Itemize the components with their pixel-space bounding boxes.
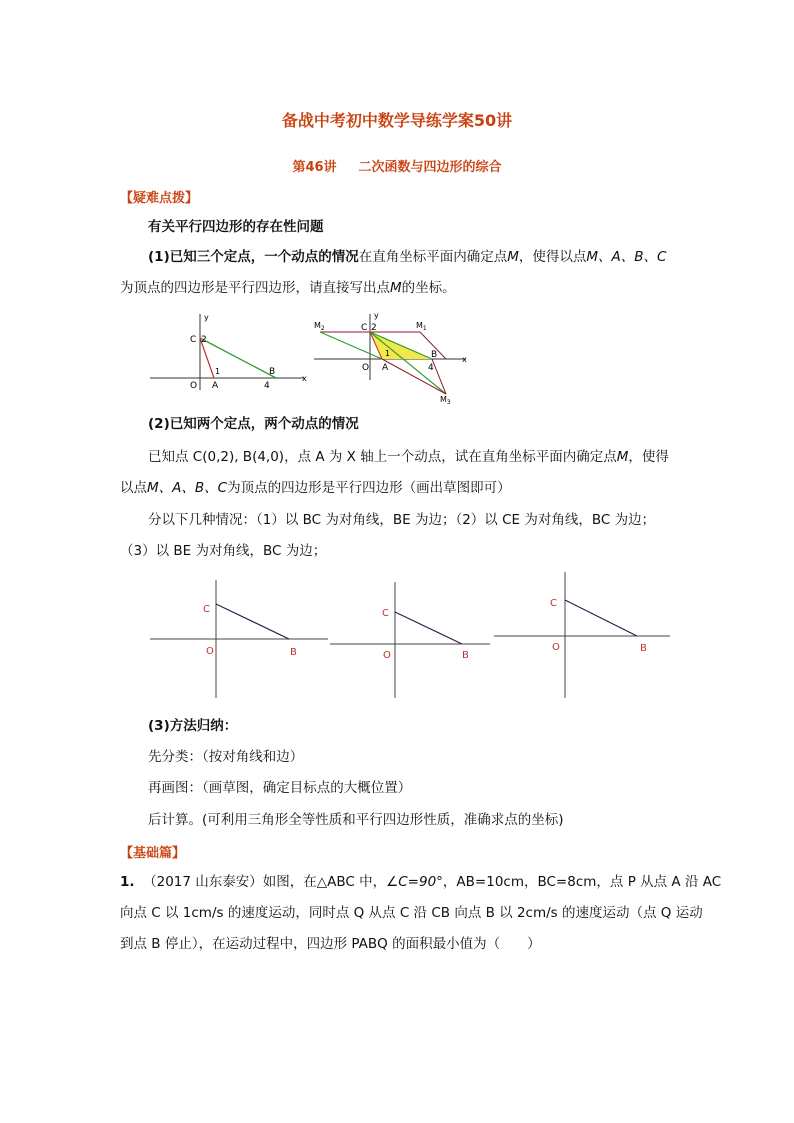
case2-heading: (2)已知两个定点，两个动点的情况 — [148, 416, 359, 432]
label-c: C — [203, 604, 210, 615]
question-number: 1. — [120, 874, 135, 890]
method-calculate: 后计算。(可利用三角形全等性质和平行四边形性质，准确求点的坐标) — [148, 812, 564, 828]
case2-text: 已知点 C(0,2), B(4,0)，点 A 为 X 轴上一个动点，试在直角坐标平面内确定点 — [148, 449, 617, 465]
lesson-title: 二次函数与四边形的综合 — [358, 160, 502, 175]
case2-line3: 分以下几种情况：（1）以 BC 为对角线，BE 为边；（2）以 CE 为对角线，BC 为边； — [148, 512, 656, 528]
segment-cb — [565, 600, 637, 636]
case1-text: 为顶点的四边形是平行四边形，请直接写出点 — [120, 280, 390, 296]
label-2: 2 — [371, 323, 377, 333]
method-classify: 先分类：（按对角线和边） — [148, 749, 304, 765]
topic-heading: 有关平行四边形的存在性问题 — [148, 219, 324, 235]
y-axis-label: y — [374, 311, 379, 320]
label-b: B — [462, 650, 469, 661]
label-m2: $M_2$ — [314, 321, 325, 332]
case1-text: 的坐标。 — [401, 280, 456, 296]
label-c: C — [361, 323, 368, 333]
label-o: O — [383, 650, 391, 661]
question-1-line1 — [120, 872, 721, 892]
label-b: B — [269, 367, 276, 377]
segment-am3 — [382, 359, 446, 394]
point-m: M — [507, 249, 519, 265]
question-text: ，AB=10cm，BC=8cm，点 P 从点 A 沿 AC — [442, 874, 722, 890]
graph-case-2 — [328, 578, 492, 700]
label-b: B — [431, 350, 438, 360]
case1-text: ，使得以点 — [518, 249, 587, 265]
label-c: C — [190, 335, 197, 345]
section-heading-basic: 【基础篇】 — [120, 846, 186, 861]
label-1: 1 — [215, 367, 221, 376]
document-title: 备战中考初中数学导练学案50讲 — [281, 111, 513, 130]
label-c: C — [382, 608, 389, 619]
case3-heading: (3)方法归纳： — [148, 718, 238, 734]
case1-text: 在直角坐标平面内确定点 — [358, 249, 508, 265]
point-m: M — [616, 449, 629, 465]
figure-2-parallelograms — [312, 310, 472, 406]
question-1-line3: 到点 B 停止），在运动过程中，四边形 PABQ 的面积最小值为（ ） — [120, 936, 541, 952]
label-4: 4 — [428, 363, 434, 373]
label-m1: $M_1$ — [416, 321, 427, 332]
case2-text: 以点 — [120, 480, 147, 496]
case1-line2 — [120, 278, 456, 298]
case2-line4: （3）以 BE 为对角线，BC 为边； — [120, 543, 327, 559]
label-2: 2 — [201, 335, 207, 345]
lesson-subtitle — [0, 156, 794, 175]
graph-case-3 — [492, 570, 672, 700]
x-axis-label: x — [302, 374, 307, 383]
label-b: B — [640, 643, 647, 654]
graph-case-1 — [148, 576, 330, 700]
lesson-number: 第46讲 — [292, 160, 337, 175]
case1-line1 — [148, 247, 666, 267]
points-mabc: M、A、B、C — [586, 249, 667, 265]
case2-line2 — [120, 478, 511, 498]
segment-cb — [395, 612, 462, 644]
label-1: 1 — [385, 349, 391, 358]
case2-text: 为顶点的四边形是平行四边形（画出草图即可） — [227, 480, 511, 496]
label-o: O — [206, 646, 214, 657]
method-draw: 再画图：（画草图，确定目标点的大概位置） — [148, 780, 412, 796]
label-o: O — [362, 363, 370, 373]
label-a: A — [212, 381, 219, 391]
points-mabc: M、A、B、C — [147, 480, 228, 496]
angle-c: ∠C=90° — [386, 874, 443, 890]
label-b: B — [290, 647, 297, 658]
x-axis-label: x — [462, 355, 467, 364]
question-1-line2: 向点 C 以 1cm/s 的速度运动，同时点 Q 从点 C 沿 CB 向点 B 以 2cm/s 的速度运动（点 Q 运动 — [120, 905, 703, 921]
label-m3: $M_3$ — [440, 395, 451, 406]
label-4: 4 — [264, 381, 270, 391]
case2-line1 — [148, 447, 669, 467]
case1-heading: (1)已知三个定点，一个动点的情况 — [148, 249, 359, 265]
section-heading-difficulty: 【疑难点拨】 — [120, 191, 199, 206]
point-m: M — [390, 280, 402, 296]
figure-1-coordinate-graph — [148, 308, 310, 398]
question-text: （2017 山东泰安）如图，在△ABC 中， — [143, 874, 387, 890]
label-a: A — [382, 363, 389, 373]
segment-cb — [216, 604, 289, 639]
y-axis-label: y — [204, 313, 209, 322]
label-o: O — [552, 642, 560, 653]
case2-text: ，使得 — [628, 449, 669, 465]
label-o: O — [190, 381, 198, 391]
label-c: C — [550, 598, 557, 609]
